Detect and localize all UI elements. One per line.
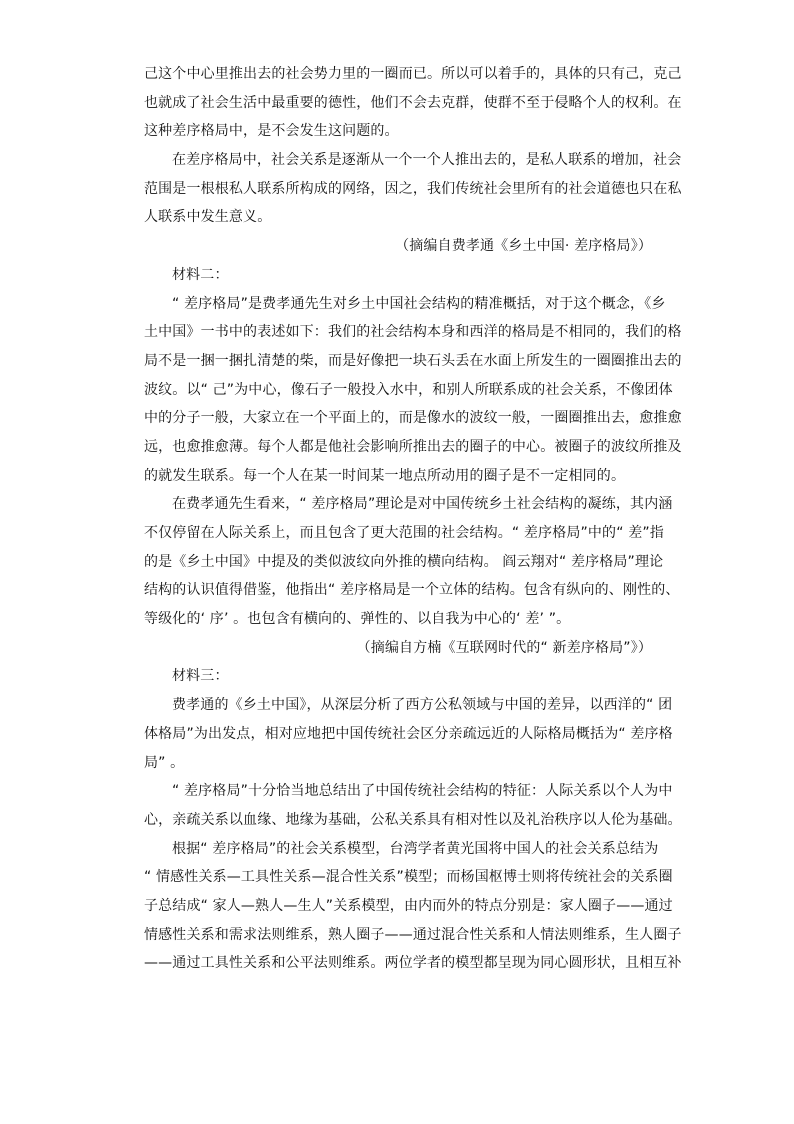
text-line: 波纹。以“ 己”为中心，像石子一般投入水中，和别人所联系成的社会关系，不像团体 <box>144 381 673 398</box>
text-line: 的是《乡土中国》中提及的类似波纹向外推的横向结构。 阎云翔对“ 差序格局”理论 <box>144 553 664 570</box>
text-line: 体格局”为出发点，相对应地把中国传统社会区分亲疏远近的人际格局概括为“ 差序格 <box>144 725 673 742</box>
text-line: 在费孝通先生看来，“ 差序格局”理论是对中国传统乡土社会结构的凝练，其内涵 <box>172 496 673 513</box>
text-line: ——通过工具性关系和公平法则维系。两位学者的模型都呈现为同心圆形状，且相互补 <box>144 955 682 972</box>
text-line: 中的分子一般，大家立在一个平面上的，而是像水的波纹一般，一圈圈推出去，愈推愈 <box>144 410 682 427</box>
text-line: “ 差序格局”十分恰当地总结出了中国传统社会结构的特征：人际关系以个人为中 <box>172 783 673 800</box>
text-line: 不仅停留在人际关系上，而且包含了更大范围的社会结构。“ 差序格局”中的“ 差”指 <box>144 525 664 541</box>
text-line: 情感性关系和需求法则维系，熟人圈子——通过混合性关系和人情法则维系，生人圈子 <box>144 926 682 943</box>
text-line: 心，亲疏关系以血缘、地缘为基础，公私关系具有相对性以及礼治秩序以人伦为基础。 <box>144 811 682 828</box>
text-line: 土中国》一书中的表述如下：我们的社会结构本身和西洋的格局是不相同的，我们的格 <box>144 324 682 341</box>
text-line: 范围是一根根私人联系所构成的网络，因之，我们传统社会里所有的社会道德也只在私 <box>144 180 682 197</box>
text-line: 人联系中发生意义。 <box>144 209 272 226</box>
source-citation: （摘编自方楠《互联网时代的“ 新差序格局”》） <box>356 639 652 656</box>
text-line: 远，也愈推愈薄。每个人都是他社会影响所推出去的圈子的中心。被圈子的波纹所推及 <box>144 438 682 455</box>
text-line: 根据“ 差序格局”的社会关系模型，台湾学者黄光国将中国人的社会关系总结为 <box>172 840 659 857</box>
text-line: 己这个中心里推出去的社会势力里的一圈而已。所以可以着手的，具体的只有己，克己 <box>144 66 682 82</box>
text-line: 子总结成“ 家人—熟人—生人”关系模型，由内而外的特点分别是：家人圈子——通过 <box>144 897 673 914</box>
text-line: 在差序格局中，社会关系是逐渐从一个一个人推出去的，是私人联系的增加，社会 <box>172 152 682 169</box>
text-line: 等级化的‘ 序’ 。也包含有横向的、弹性的、以自我为中心的‘ 差’ ”。 <box>144 611 571 628</box>
text-line: “ 差序格局”是费孝通先生对乡土中国社会结构的精准概括，对于这个概念，《乡 <box>172 295 666 312</box>
text-line: 也就成了社会生活中最重要的德性，他们不会去克群，使群不至于侵略个人的权利。在 <box>144 94 682 111</box>
document-page <box>144 60 682 978</box>
text-line: 局不是一捆一捆扎清楚的柴，而是好像把一块石头丢在水面上所发生的一圈圈推出去的 <box>144 352 682 369</box>
text-line: 局” 。 <box>144 754 185 771</box>
text-line: 的就发生联系。每一个人在某一时间某一地点所动用的圈子是不一定相同的。 <box>144 467 626 484</box>
text-line: 结构的认识值得借鉴，他指出“ 差序格局是一个立体的结构。包含有纵向的、刚性的、 <box>144 582 680 599</box>
text-line: 这种差序格局中，是不会发生这问题的。 <box>144 123 399 140</box>
section-heading: 材料三： <box>172 668 229 685</box>
text-line: 费孝通的《乡土中国》，从深层分析了西方公私领域与中国的差异，以西洋的“ 团 <box>172 697 673 714</box>
section-heading: 材料二： <box>172 266 229 283</box>
source-citation: （摘编自费孝通《乡土中国· 差序格局》） <box>395 238 652 255</box>
text-line: “ 情感性关系—工具性关系—混合性关系”模型；而杨国枢博士则将传统社会的关系圈 <box>144 869 673 886</box>
